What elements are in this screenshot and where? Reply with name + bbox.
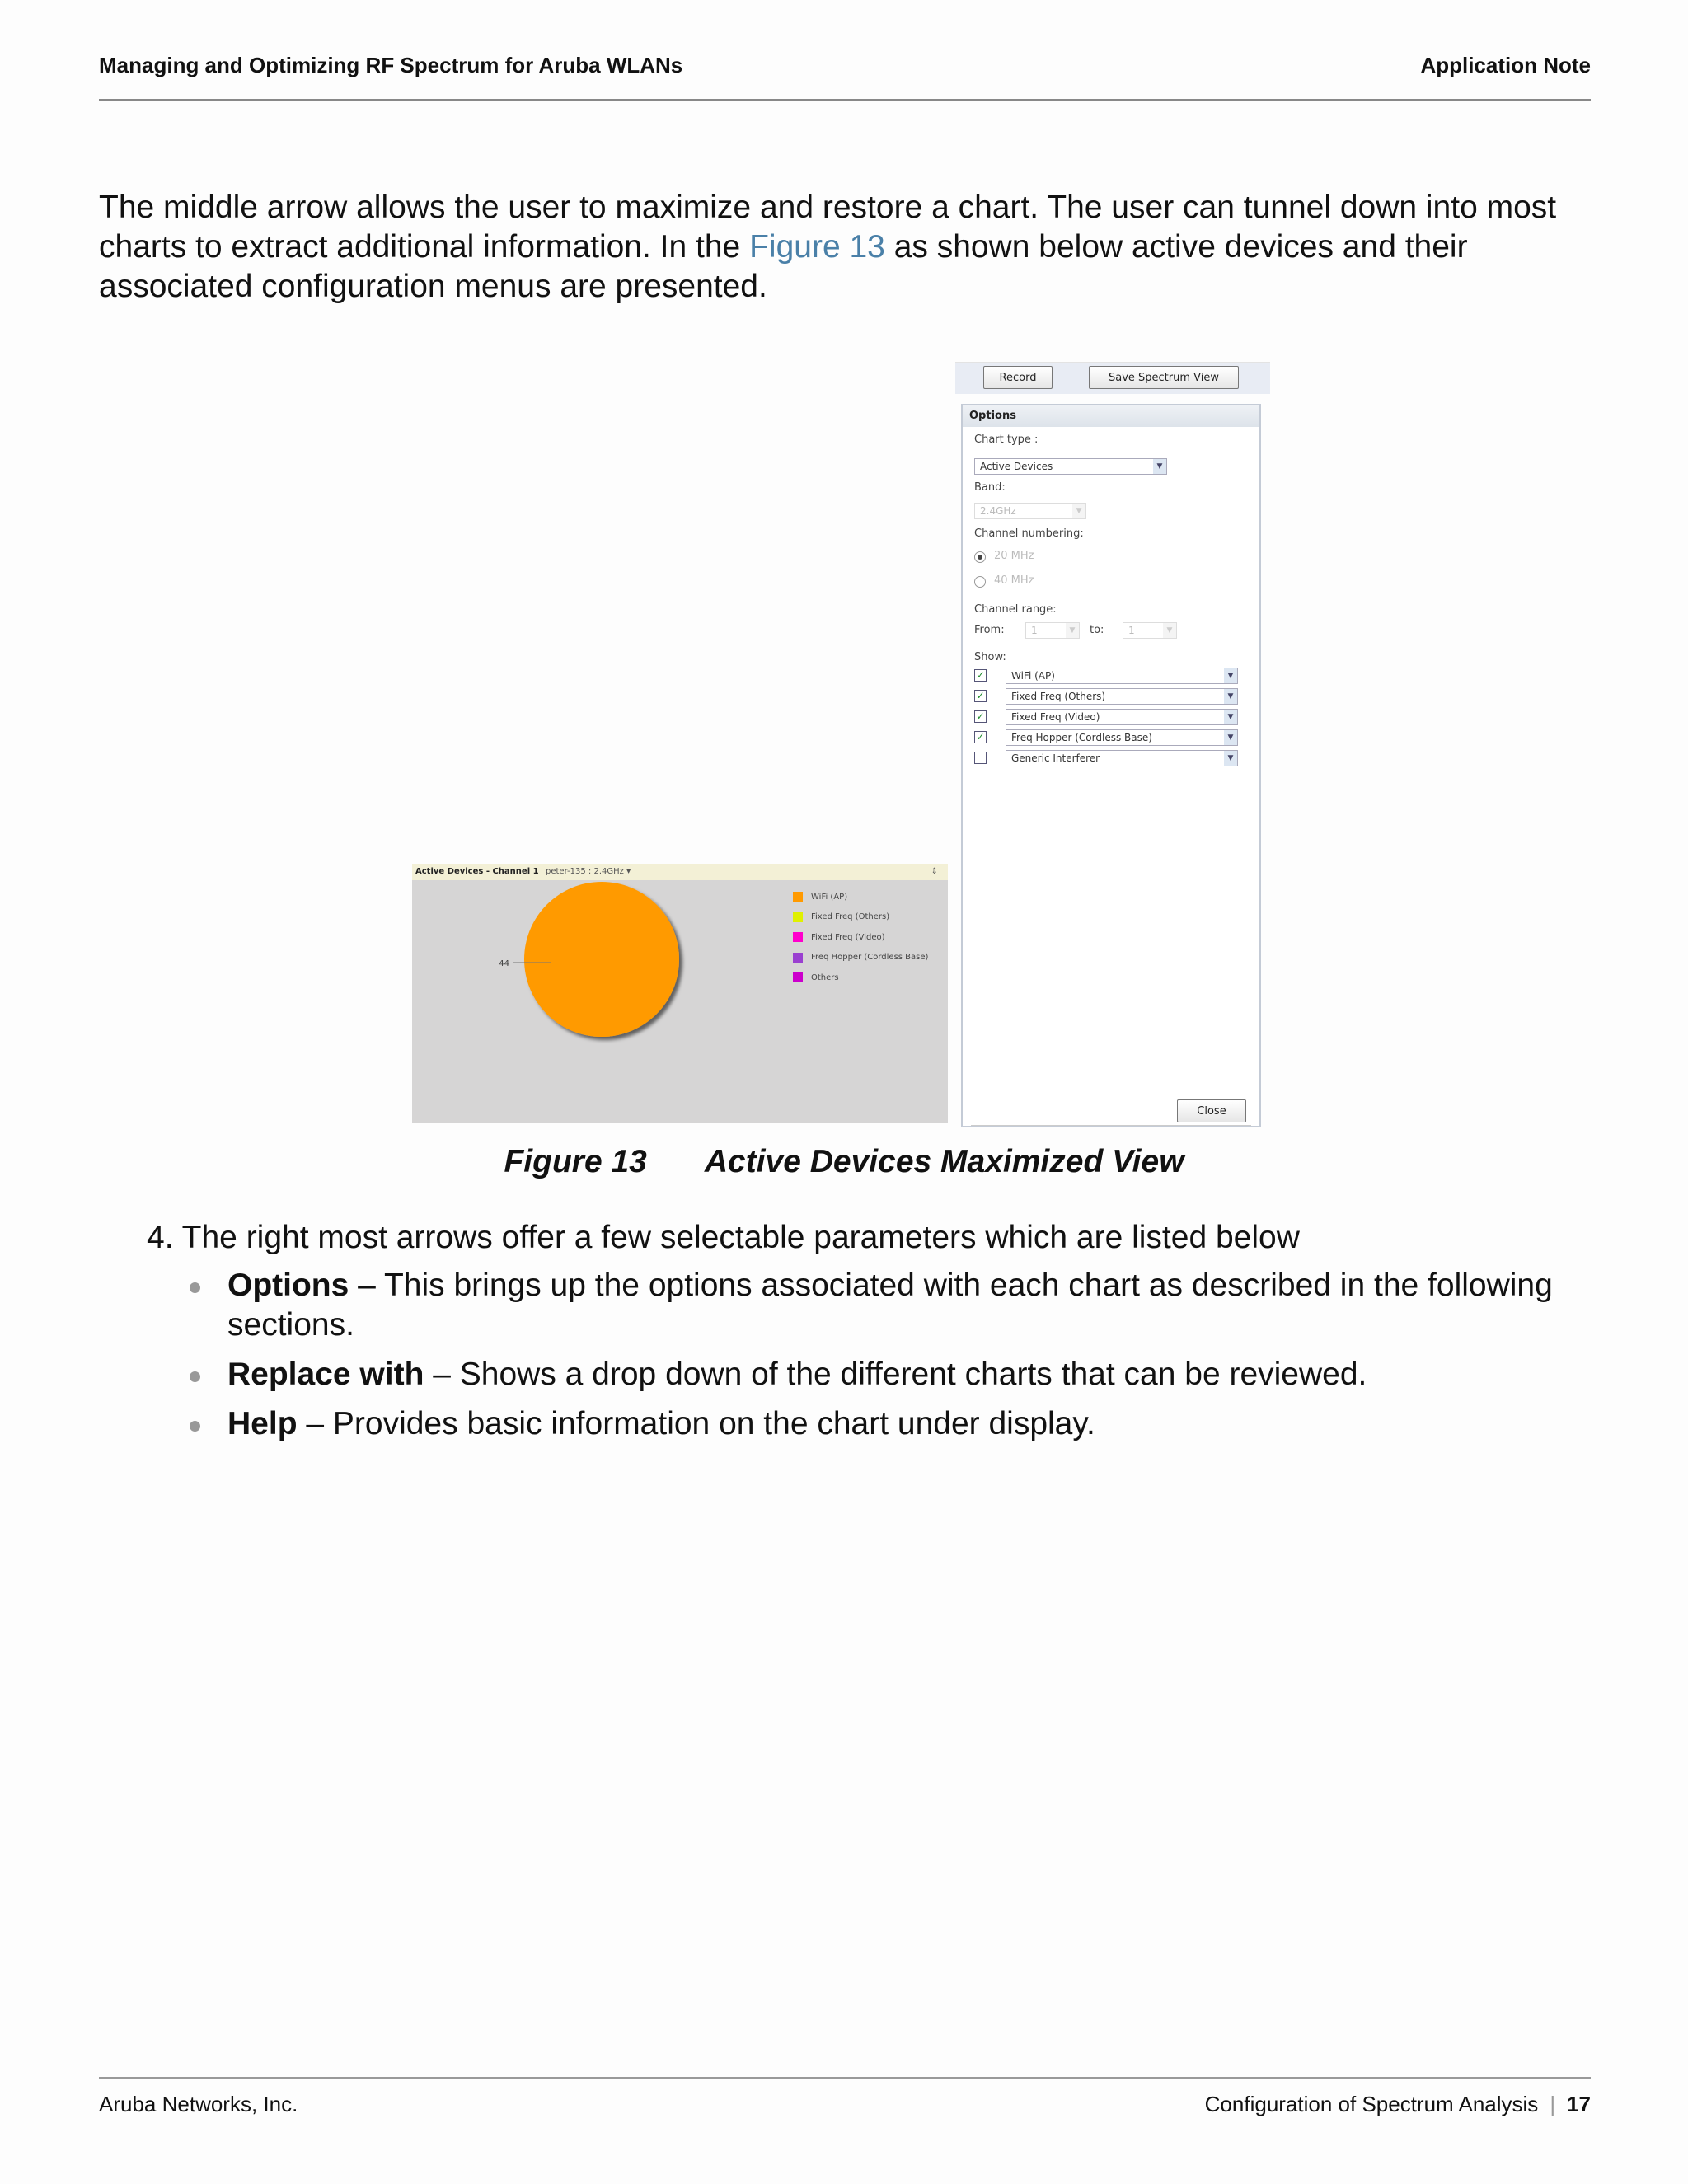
chart-title: Active Devices - Channel 1 [415,867,539,876]
show-checkbox-fixed-freq-others[interactable]: ✓ [974,690,987,702]
intro-text-after: as shown below active devices and their associated configuration menus are presented. [99,229,1468,304]
list-item [186,1355,1601,1394]
legend-label: Fixed Freq (Others) [811,912,890,922]
chevron-down-icon: ▼ [1153,459,1166,474]
spectrum-toolbar [955,362,1270,394]
record-button[interactable]: Record [983,366,1053,389]
bullet-icon [190,1371,200,1382]
chevron-down-icon: ▼ [1163,623,1176,638]
intro-paragraph [99,188,1599,307]
channel-range-label: Channel range: [974,603,1057,616]
footer-right: Configuration of Spectrum Analysis | 17 [1204,2092,1591,2116]
legend-item [793,927,928,948]
maximize-restore-icon[interactable]: ⇕ [931,867,938,876]
figure-caption [0,1144,1688,1180]
legend-label: WiFi (AP) [811,892,848,902]
show-item-label: Freq Hopper (Cordless Base) [1011,732,1152,743]
legend-swatch [793,972,803,982]
legend-swatch [793,953,803,963]
from-label: From: [974,624,1005,636]
chart-type-value: Active Devices [980,461,1053,472]
list-item-text: – This brings up the options associated with each chart as described in the following sections. [227,1268,1553,1343]
figure-13-link[interactable]: Figure 13 [749,229,885,265]
legend-swatch [793,912,803,922]
header-doc-title: Managing and Optimizing RF Spectrum for Aruba WLANs [99,53,683,77]
show-select-generic-interferer[interactable] [1006,750,1238,766]
chevron-down-icon: ▼ [1224,710,1237,724]
radio-40mhz-label: 40 MHz [994,574,1034,587]
radio-40mhz[interactable] [974,576,986,588]
options-panel-screenshot [955,350,1270,1128]
list-item [186,1404,1601,1444]
show-select-freq-hopper[interactable] [1006,729,1238,746]
page-footer [99,2077,1591,2117]
chevron-down-icon: ▼ [1224,751,1237,766]
show-select-fixed-freq-others[interactable] [1006,688,1238,705]
figure-caption-title: Active Devices Maximized View [704,1144,1184,1179]
band-value: 2.4GHz [980,505,1016,517]
save-spectrum-view-button[interactable]: Save Spectrum View [1089,366,1239,389]
show-select-wifi[interactable] [1006,668,1238,684]
page-header [99,53,1591,101]
list-item-term: Replace with [227,1357,424,1392]
step-4-text: 4. The right most arrows offer a few selectable parameters which are listed below [147,1220,1300,1255]
footer-section: Configuration of Spectrum Analysis [1204,2092,1539,2116]
show-checkbox-freq-hopper[interactable]: ✓ [974,731,987,743]
show-select-fixed-freq-video[interactable] [1006,709,1238,725]
legend-label: Others [811,972,839,982]
legend-label: Freq Hopper (Cordless Base) [811,953,929,963]
list-item-term: Options [227,1268,349,1303]
to-value: 1 [1128,625,1135,636]
chevron-down-icon: ▼ [1066,623,1079,638]
chart-type-select[interactable] [974,458,1167,475]
footer-company: Aruba Networks, Inc. [99,2092,298,2116]
active-devices-chart [412,864,948,1123]
legend-swatch [793,892,803,902]
show-checkbox-generic-interferer[interactable] [974,752,987,764]
list-item-text: – Provides basic information on the chart under display. [297,1406,1095,1441]
chevron-down-icon: ▼ [1224,730,1237,745]
show-label: Show: [974,651,1006,663]
chevron-down-icon: ▼ [1224,689,1237,704]
radio-20mhz[interactable] [974,551,986,563]
show-item-label: WiFi (AP) [1011,670,1055,682]
list-item [186,1266,1601,1345]
band-label: Band: [974,481,1006,494]
from-value: 1 [1031,625,1038,636]
pie-value-label: 44 [499,959,509,968]
close-button[interactable]: Close [1177,1099,1246,1122]
pie-chart [412,880,791,1123]
chart-titlebar [412,864,948,880]
list-item-term: Help [227,1406,298,1441]
chart-subtitle[interactable]: peter-135 : 2.4GHz ▾ [546,867,631,876]
pie-slice-wifi-ap[interactable] [524,882,679,1037]
divider [971,1125,1251,1126]
chart-type-label: Chart type : [974,434,1039,446]
legend-item [793,907,928,928]
list-item-text: – Shows a drop down of the different charts that can be reviewed. [424,1357,1367,1392]
intro-text-before: The middle arrow allows the user to maximize and restore a chart. The user can tunnel down into most charts to extract additional information. In the [99,190,1557,265]
channel-numbering-label: Channel numbering: [974,527,1084,540]
legend-item [793,968,928,988]
legend-item [793,887,928,907]
legend-label: Fixed Freq (Video) [811,932,885,942]
bullet-icon [190,1282,200,1293]
show-item-label: Fixed Freq (Others) [1011,691,1106,702]
figure-caption-number: Figure 13 [504,1144,647,1179]
bullet-icon [190,1421,200,1432]
chart-legend [793,887,928,988]
show-item-label: Generic Interferer [1011,752,1100,764]
parameter-list [186,1266,1601,1454]
page-number: 17 [1567,2092,1591,2116]
to-label: to: [1090,624,1104,636]
header-doc-type: Application Note [1420,53,1591,77]
show-checkbox-wifi[interactable]: ✓ [974,669,987,682]
show-item-label: Fixed Freq (Video) [1011,711,1100,723]
band-select[interactable] [974,503,1086,519]
chevron-down-icon: ▼ [1224,668,1237,683]
radio-20mhz-label: 20 MHz [994,550,1034,562]
legend-item [793,948,928,968]
show-checkbox-fixed-freq-video[interactable]: ✓ [974,710,987,723]
to-select[interactable] [1123,622,1177,639]
legend-swatch [793,932,803,942]
from-select[interactable] [1025,622,1080,639]
chevron-down-icon: ▼ [1072,504,1085,518]
options-dialog [961,404,1261,1127]
options-title: Options [963,405,1259,427]
